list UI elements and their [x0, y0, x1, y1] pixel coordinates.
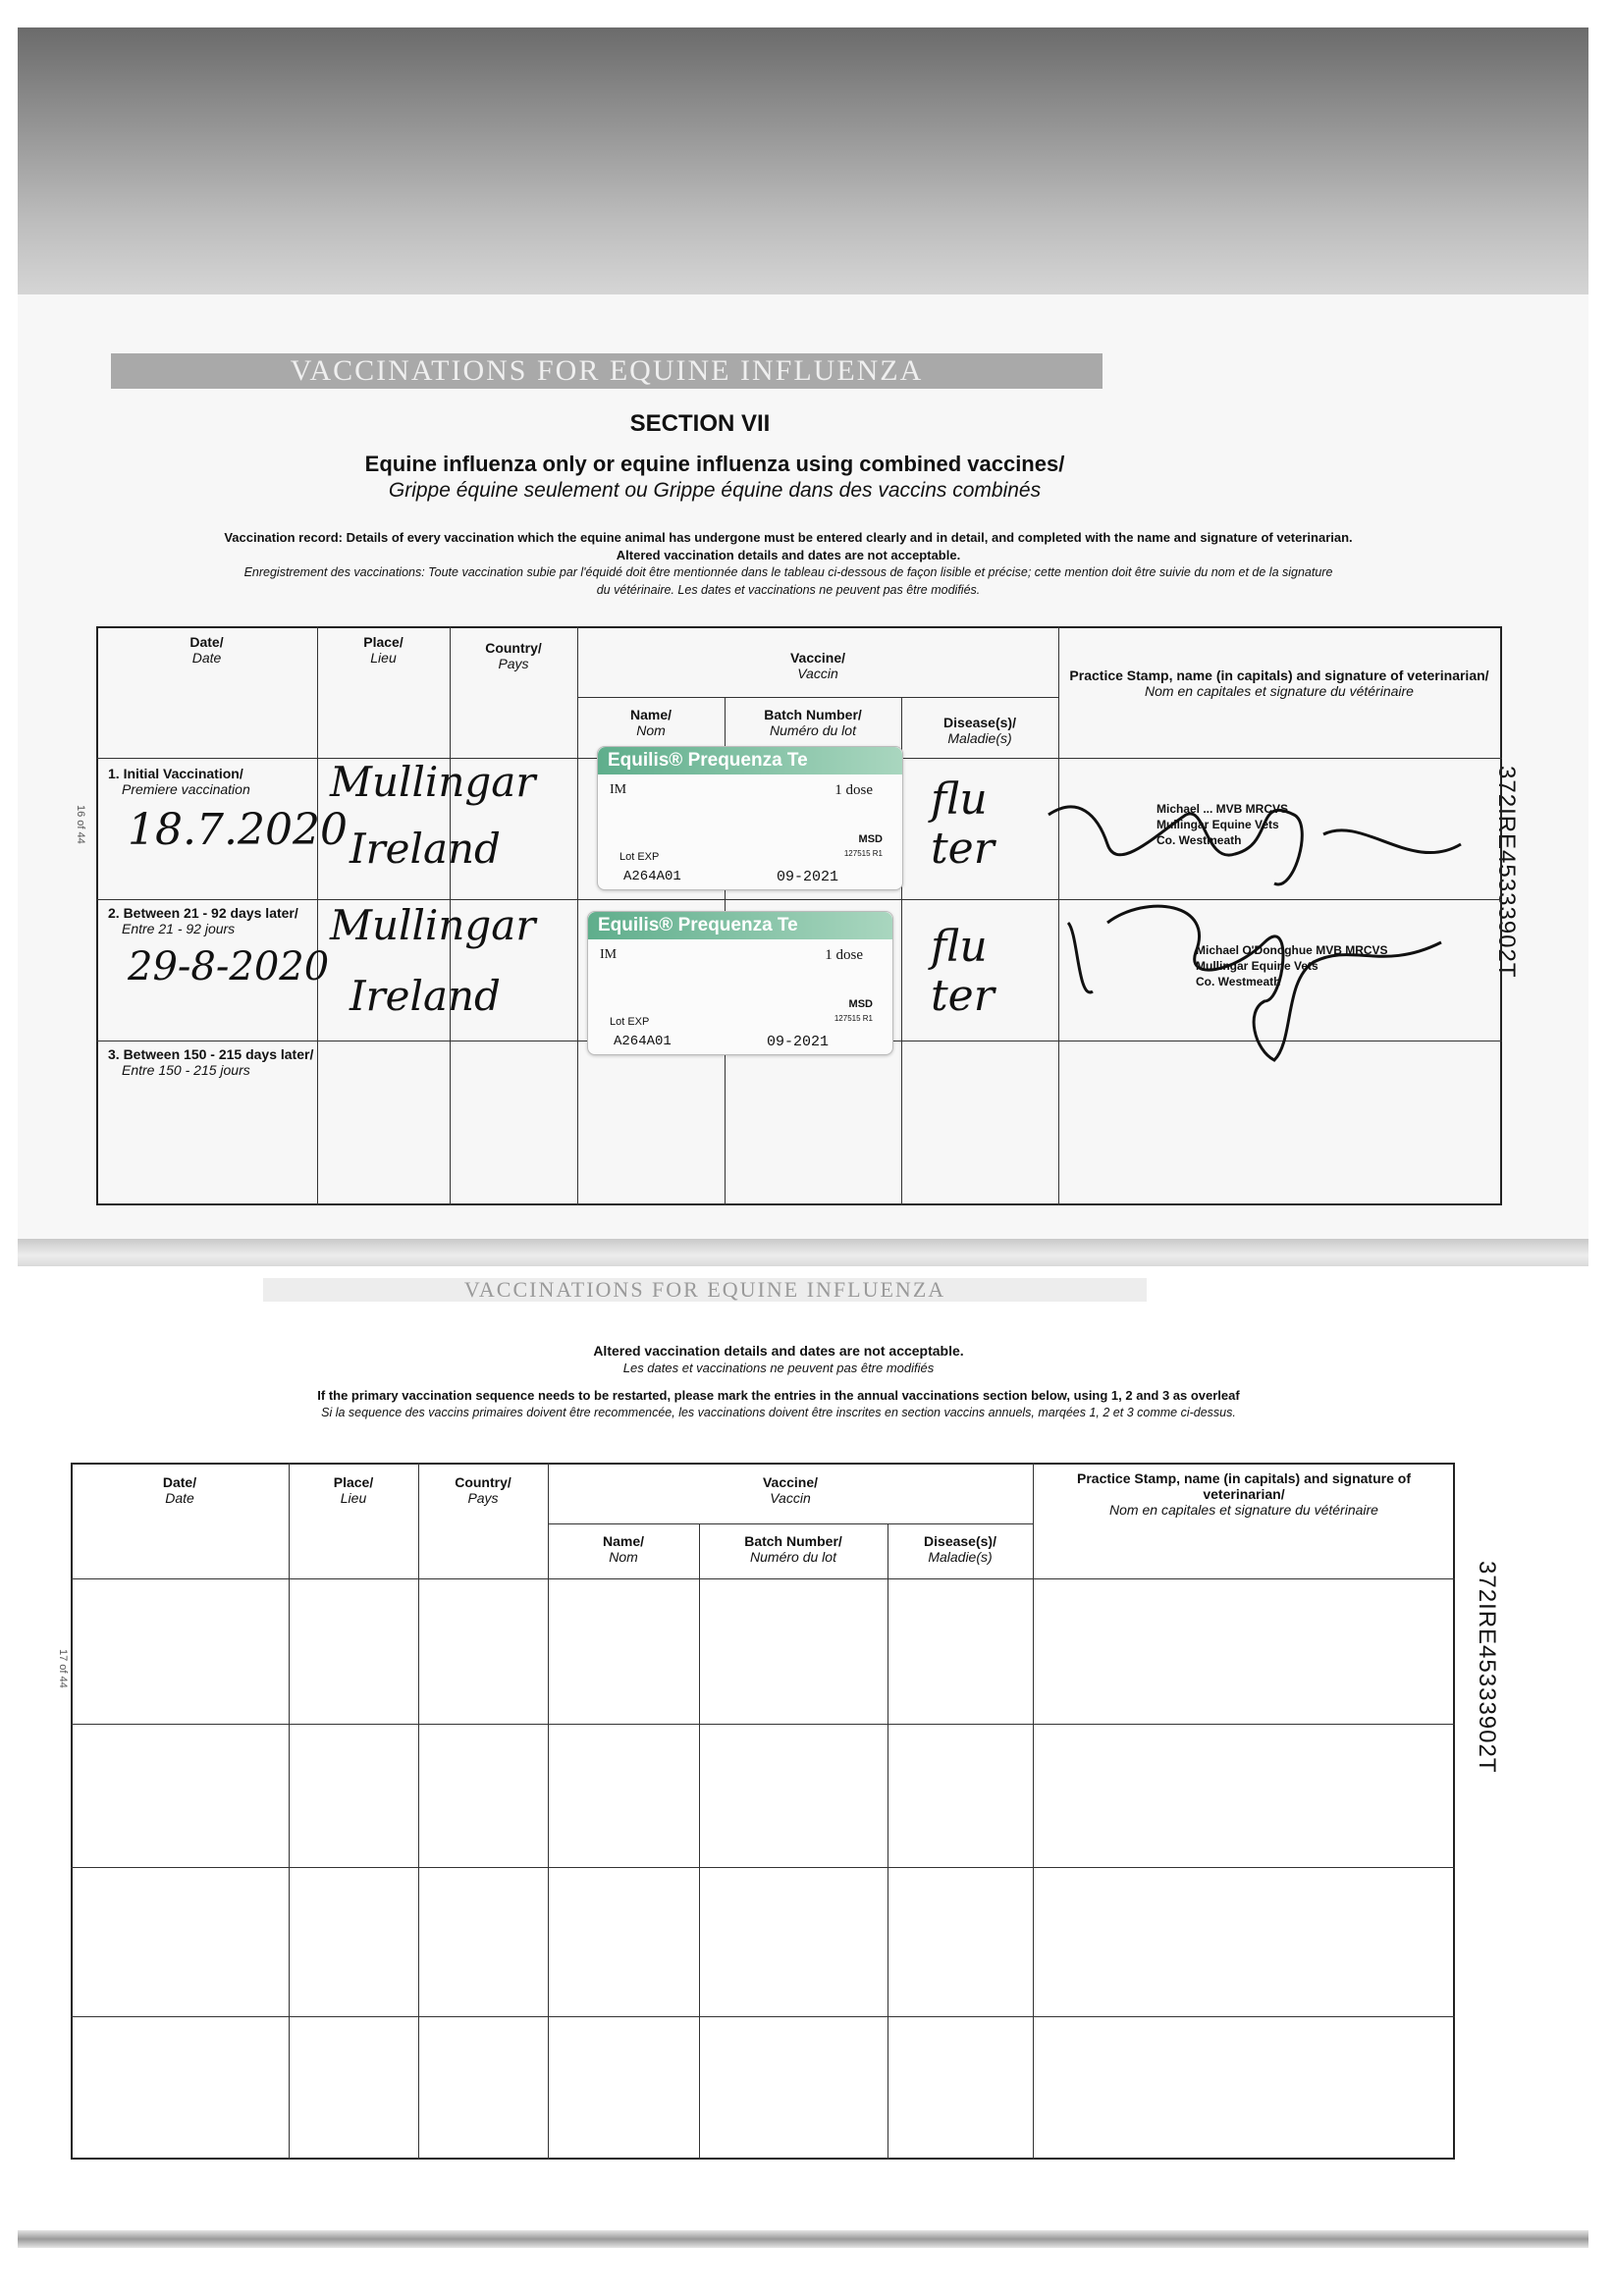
sticker-2-lot: A264A01 [614, 1034, 672, 1049]
sticker-2-product: Equilis® Prequenza Te [588, 912, 892, 939]
row-1-place: Mullingar [330, 758, 536, 806]
header-date: Date/ Date [189, 634, 224, 666]
header-stamp-2: Practice Stamp, name (in capitals) and signature of veterinarian/ Nom en capitales et signature du vétérinaire [1077, 1470, 1411, 1518]
row-2-stamp: Michael O'Donoghue MVB MRCVS Mullingar Equine Vets Co. Westmeath [1196, 943, 1388, 988]
header-name-2: Name/ Nom [602, 1533, 645, 1565]
row-1-label: 1. Initial Vaccination/ Premiere vaccination [108, 766, 250, 797]
header-disease: Disease(s)/ Maladie(s) [943, 715, 1016, 746]
row-1-country: Ireland [350, 825, 501, 873]
row-1-disease: flu ter [931, 774, 995, 874]
row-2-country: Ireland [350, 972, 501, 1020]
row-2-disease: flu ter [931, 922, 995, 1021]
vaccine-sticker-2: Equilis® Prequenza Te IM 1 dose MSD 127515 R1 Lot EXP A264A01 09-2021 [587, 911, 893, 1055]
record-en: Vaccination record: Details of every vaccination which the equine animal has undergone must be entered clearly and in detail, and completed with the name and signature of veterinarian. [224, 530, 1353, 545]
section-banner: VACCINATIONS FOR EQUINE INFLUENZA [111, 353, 1103, 389]
header-place-2: Place/ Lieu [333, 1474, 374, 1506]
altered-en-2: Altered vaccination details and dates are not acceptable. [593, 1343, 964, 1359]
record-fr: Enregistrement des vaccinations: Toute vaccination subie par l'équidé doit être mentionnée dans le tableau ci-dessous de façon lisible et précise; cette mention doit être suivie du nom et de la signature [243, 565, 1333, 579]
page-number-2: 17 of 44 [57, 1649, 69, 1688]
header-place: Place/ Lieu [363, 634, 404, 666]
msd-logo: MSD [848, 998, 873, 1010]
altered-en: Altered vaccination details and dates are not acceptable. [616, 548, 961, 562]
sticker-1-product: Equilis® Prequenza Te [598, 747, 902, 774]
row-2-label: 2. Between 21 - 92 days later/ Entre 21 - 92 jours [108, 905, 298, 936]
title-fr: Grippe équine seulement ou Grippe équine dans des vaccins combinés [388, 479, 1042, 502]
header-disease-2: Disease(s)/ Maladie(s) [924, 1533, 996, 1565]
sticker-1-lot: A264A01 [623, 869, 681, 884]
header-name: Name/ Nom [629, 707, 672, 738]
annual-vaccination-table [71, 1463, 1455, 2160]
header-country-2: Country/ Pays [455, 1474, 511, 1506]
section-title: SECTION VII [629, 410, 771, 437]
header-batch: Batch Number/ Numéro du lot [764, 707, 862, 738]
side-id: 372IRE45333902T [1493, 766, 1520, 979]
section-banner-2: VACCINATIONS FOR EQUINE INFLUENZA [263, 1278, 1147, 1302]
header-country: Country/ Pays [485, 640, 542, 671]
header-batch-2: Batch Number/ Numéro du lot [744, 1533, 842, 1565]
page-bottom-edge [18, 2230, 1588, 2248]
side-id-2: 372IRE45333902T [1474, 1561, 1500, 1774]
sticker-2-exp: 09-2021 [767, 1034, 830, 1050]
altered-fr-2: Les dates et vaccinations ne peuvent pas être modifiés [622, 1361, 935, 1375]
veterinarian-signatures [1039, 775, 1500, 1070]
vaccine-sticker-1: Equilis® Prequenza Te IM 1 dose MSD 127515 R1 Lot EXP A264A01 09-2021 [597, 746, 903, 890]
header-stamp: Practice Stamp, name (in capitals) and signature of veterinarian/ Nom en capitales et signature du vétérinaire [1069, 667, 1489, 699]
row-3-label: 3. Between 150 - 215 days later/ Entre 150 - 215 jours [108, 1046, 314, 1078]
row-1-date: 18.7.2020 [128, 805, 348, 855]
header-vaccine-2: Vaccine/ Vaccin [762, 1474, 819, 1506]
row-2-date: 29-8-2020 [128, 944, 330, 989]
record-fr-2: du vétérinaire. Les dates et vaccinations ne peuvent pas être modifiés. [596, 583, 981, 597]
sticker-1-exp: 09-2021 [777, 869, 839, 885]
header-date-2: Date/ Date [162, 1474, 197, 1506]
passport-page-17 [18, 1266, 1588, 2258]
row-1-stamp: Michael ... MVB MRCVS Mullingar Equine Vets Co. Westmeath [1157, 802, 1289, 847]
title-en: Equine influenza only or equine influenza using combined vaccines/ [364, 452, 1065, 476]
restart-en: If the primary vaccination sequence needs to be restarted, please mark the entries in the annual vaccinations section below, using 1, 2 and 3 as overleaf [317, 1388, 1240, 1403]
passport-page-16 [18, 294, 1588, 1242]
msd-logo: MSD [858, 833, 883, 845]
header-vaccine: Vaccine/ Vaccin [789, 650, 846, 681]
row-2-place: Mullingar [330, 901, 536, 949]
restart-fr: Si la sequence des vaccins primaires doivent être recommencée, les vaccinations doivent être inscrites en section vaccins annuels, marqées 1, 2 et 3 comme ci-dessus. [321, 1406, 1236, 1419]
page-number: 16 of 44 [75, 805, 86, 844]
